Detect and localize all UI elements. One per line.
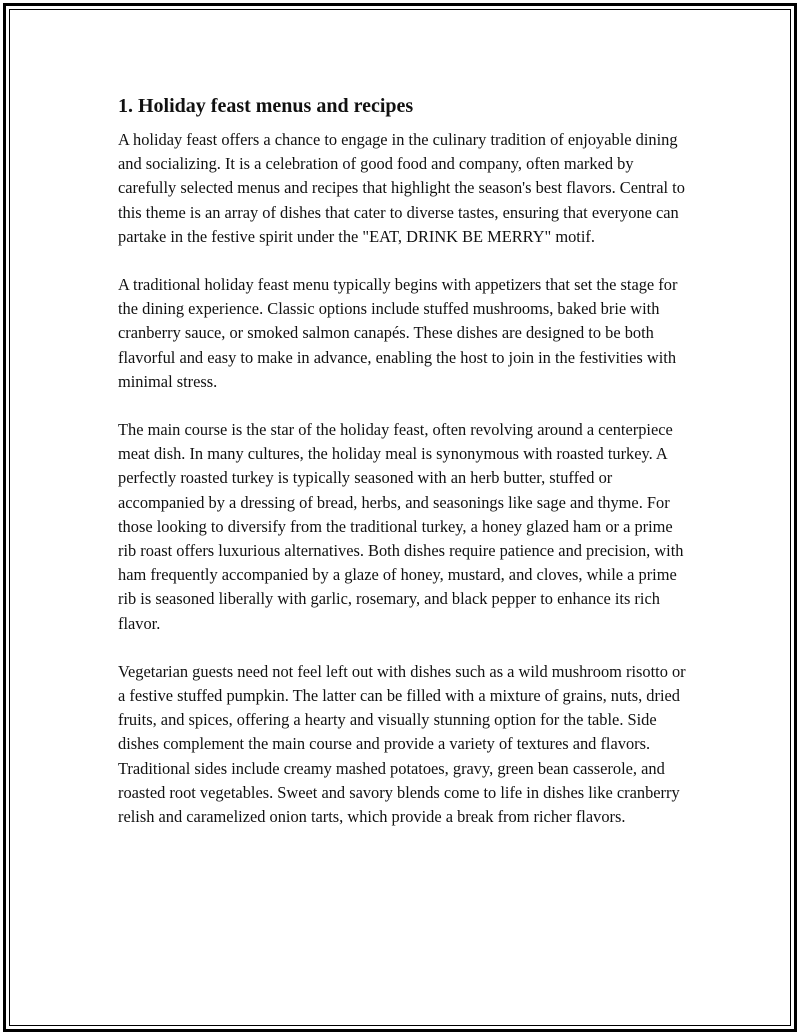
paragraph-intro: A holiday feast offers a chance to engage in the culinary tradition of enjoyable dining and socializing. It is a celebration of good food and company, often marked by carefully selected menus and recipes that highlight the season's best flavors. Central to this theme is an array of dishes that cater to diverse tastes, ensuring that everyone can partake in the festive spirit under the "EAT, DRINK BE MERRY" motif. (118, 130, 685, 246)
document-body (118, 92, 688, 853)
section-heading: 1. Holiday feast menus and recipes (118, 95, 414, 117)
paragraph-appetizers: A traditional holiday feast menu typically begins with appetizers that set the stage for the dining experience. Classic options include stuffed mushrooms, baked brie with cranberry sauce, or smoked salmon canapés. These dishes are designed to be both flavorful and easy to make in advance, enabling the host to join in the festivities with minimal stress. (118, 275, 678, 391)
paragraph-vegetarian-sides: Vegetarian guests need not feel left out with dishes such as a wild mushroom risotto or a festive stuffed pumpkin. The latter can be filled with a mixture of grains, nuts, dried fruits, and spices, offering a hearty and visually stunning option for the table. Side dishes complement the main course and provide a variety of textures and flavors. Traditional sides include creamy mashed potatoes, gravy, green bean casserole, and roasted root vegetables. Sweet and savory blends come to life in dishes like cranberry relish and caramelized onion tarts, which provide a break from richer flavors. (118, 661, 686, 827)
paragraph-main-course: The main course is the star of the holiday feast, often revolving around a centerpiece meat dish. In many cultures, the holiday meal is synonymous with roasted turkey. A perfectly roasted turkey is typically seasoned with an herb butter, stuffed or accompanied by a dressing of bread, herbs, and seasonings like sage and thyme. For those looking to diversify from the traditional turkey, a honey glazed ham or a prime rib roast offers luxurious alternatives. Both dishes require patience and precision, with ham frequently accompanied by a glaze of honey, mustard, and cloves, while a prime rib is seasoned liberally with garlic, rosemary, and black pepper to enhance its rich flavor. (118, 420, 684, 633)
